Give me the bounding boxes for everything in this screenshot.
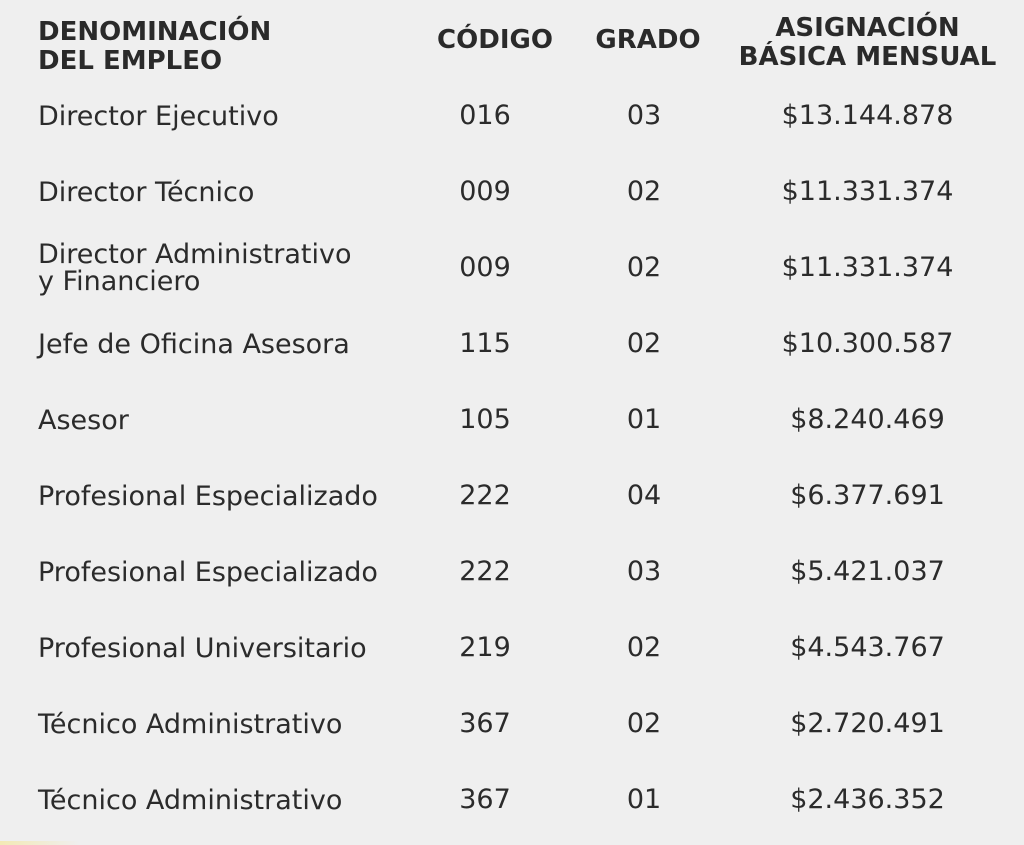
job-title-cell: Técnico Administrativo <box>38 708 343 740</box>
salary-cell: $4.543.767 <box>790 632 945 663</box>
table-row <box>0 610 1024 686</box>
table-row <box>0 458 1024 534</box>
code-cell: 219 <box>459 632 511 663</box>
salary-cell: $5.421.037 <box>790 556 945 587</box>
code-cell: 367 <box>459 708 511 739</box>
salary-cell: $2.720.491 <box>790 708 945 739</box>
table-row <box>0 686 1024 762</box>
code-cell: 009 <box>459 252 511 283</box>
salary-table-body <box>0 78 1024 838</box>
code-cell: 105 <box>459 404 511 435</box>
code-cell: 367 <box>459 784 511 815</box>
grade-cell: 02 <box>626 328 662 359</box>
table-row <box>0 230 1024 306</box>
job-title-cell: Técnico Administrativo <box>38 784 343 816</box>
job-title-cell: Profesional Especializado <box>38 480 378 512</box>
table-row <box>0 382 1024 458</box>
salary-cell: $8.240.469 <box>790 404 945 435</box>
grade-cell: 02 <box>626 708 662 739</box>
salary-cell: $6.377.691 <box>790 480 945 511</box>
grade-cell: 02 <box>626 252 662 283</box>
job-title-cell: Asesor <box>38 404 129 436</box>
code-cell: 115 <box>459 328 511 359</box>
job-title-cell: Profesional Especializado <box>38 556 378 588</box>
grade-cell: 01 <box>626 784 662 815</box>
grade-cell: 03 <box>626 100 662 131</box>
table-row <box>0 534 1024 610</box>
decorative-corner-strip <box>0 841 80 845</box>
grade-cell: 02 <box>626 176 662 207</box>
header-monthly-salary: ASIGNACIÓN BÁSICA MENSUAL <box>738 13 997 72</box>
salary-cell: $10.300.587 <box>781 328 954 359</box>
grade-cell: 04 <box>626 480 662 511</box>
header-grade: GRADO <box>595 25 701 55</box>
job-title-cell: Jefe de Oficina Asesora <box>38 328 350 360</box>
salary-cell: $13.144.878 <box>781 100 954 131</box>
code-cell: 016 <box>459 100 511 131</box>
table-row <box>0 154 1024 230</box>
code-cell: 009 <box>459 176 511 207</box>
header-job-title: DENOMINACIÓN DEL EMPLEO <box>38 17 272 76</box>
table-row <box>0 762 1024 838</box>
job-title-cell: Director Administrativo y Financiero <box>38 239 352 297</box>
job-title-cell: Director Técnico <box>38 176 255 208</box>
job-title-cell: Director Ejecutivo <box>38 100 279 132</box>
salary-cell: $11.331.374 <box>781 176 954 207</box>
grade-cell: 02 <box>626 632 662 663</box>
table-row <box>0 78 1024 154</box>
table-row <box>0 306 1024 382</box>
grade-cell: 03 <box>626 556 662 587</box>
salary-cell: $11.331.374 <box>781 252 954 283</box>
code-cell: 222 <box>459 480 511 511</box>
header-code: CÓDIGO <box>437 25 553 55</box>
salary-cell: $2.436.352 <box>790 784 945 815</box>
code-cell: 222 <box>459 556 511 587</box>
job-title-cell: Profesional Universitario <box>38 632 367 664</box>
grade-cell: 01 <box>626 404 662 435</box>
